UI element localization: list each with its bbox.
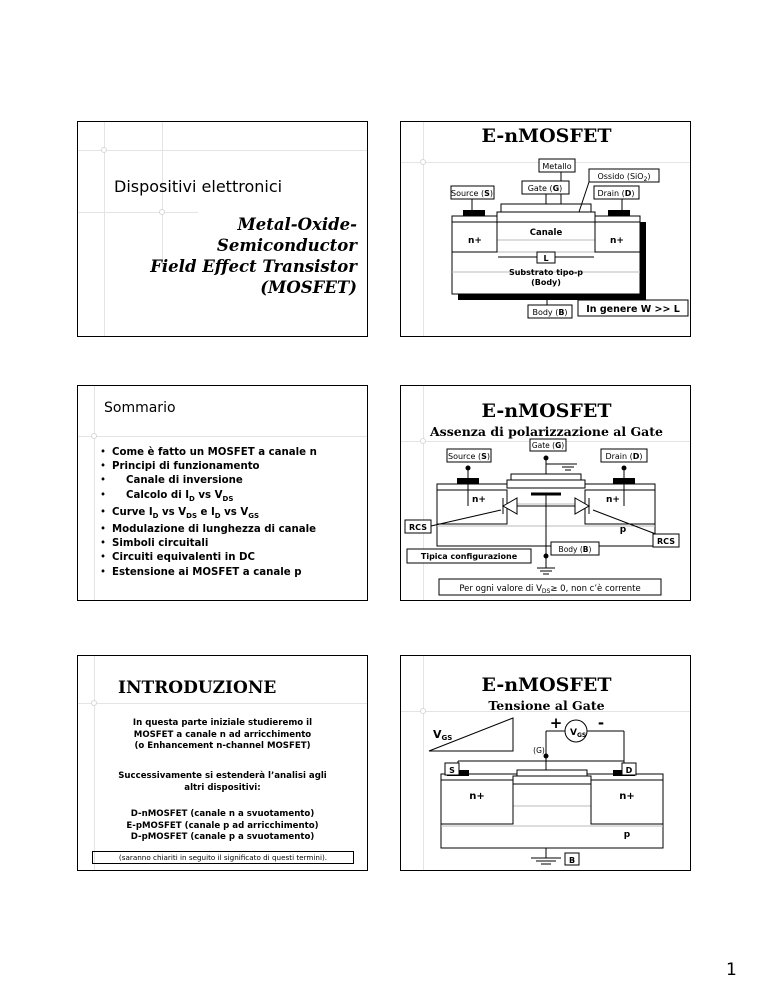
source-label: Source (S) bbox=[447, 452, 491, 461]
slide-2-structure bbox=[400, 121, 691, 337]
p-label: p bbox=[623, 830, 631, 840]
slide-subtitle: Dispositivi elettronici bbox=[114, 177, 283, 196]
w-l-note: In genere W >> L bbox=[586, 304, 680, 315]
slide-title: INTRODUZIONE bbox=[118, 678, 277, 698]
list-item: • Come è fatto un MOSFET a canale n bbox=[100, 446, 317, 460]
vgs-ramp-label: VGS bbox=[433, 728, 453, 742]
rcs-right-label: RCS bbox=[657, 537, 675, 546]
source-label: Source (S) bbox=[450, 189, 494, 198]
d-label: D bbox=[625, 766, 633, 775]
gate-metal bbox=[501, 204, 591, 212]
gate-metal bbox=[511, 474, 581, 480]
deco-dot bbox=[91, 700, 97, 706]
n-plus-left-label: n+ bbox=[472, 495, 486, 505]
slide-title: E-nMOSFET bbox=[481, 125, 612, 147]
source-contact bbox=[463, 210, 485, 216]
s-label: S bbox=[449, 766, 455, 775]
slide-6-gate-voltage bbox=[400, 655, 691, 871]
substrato-label: Substrato tipo-p bbox=[508, 268, 584, 277]
slide-subtitle: Tensione al Gate bbox=[488, 698, 605, 713]
body-label: Body (B) bbox=[532, 308, 568, 317]
gate-metal bbox=[517, 770, 587, 776]
bullet: • bbox=[100, 552, 107, 564]
metallo-label: Metallo bbox=[542, 162, 572, 171]
title-line: (MOSFET) bbox=[260, 278, 357, 297]
source-contact bbox=[457, 478, 479, 484]
bullet: • bbox=[100, 538, 107, 550]
canale-label: Canale bbox=[529, 228, 563, 238]
slide-subtitle: Assenza di polarizzazione al Gate bbox=[429, 424, 664, 439]
b-label: B bbox=[568, 856, 576, 865]
intro-paragraph-2: Successivamente si estenderà l’analisi agli altri dispositivi: bbox=[118, 771, 327, 793]
n-plus-region-left bbox=[441, 780, 513, 824]
list-item: • Simboli circuitali bbox=[100, 537, 317, 551]
gate-voltage-diagram bbox=[401, 656, 691, 871]
intro-note: (saranno chiariti in seguito il significato di questi termini). bbox=[92, 851, 354, 864]
n-plus-right-label: n+ bbox=[606, 495, 620, 505]
drain-label: Drain (D) bbox=[605, 452, 643, 461]
intro-paragraph-3: D-nMOSFET (canale n a svuotamento) E-pMOSFET (canale p ad arricchimento) D-pMOSFET (canale p a svuotamento) bbox=[126, 809, 319, 842]
page-number: 1 bbox=[726, 960, 737, 980]
vgs-source-label: $V_{GS}$ bbox=[570, 728, 587, 739]
body-paren-label: (Body) bbox=[531, 278, 561, 287]
slide-main-title bbox=[97, 214, 357, 298]
deco-line bbox=[78, 212, 198, 213]
bullet: • bbox=[100, 566, 107, 578]
oxide-layer bbox=[497, 212, 595, 222]
drain-contact bbox=[608, 210, 630, 216]
slide-5-intro bbox=[77, 655, 368, 871]
mosfet-structure-diagram bbox=[401, 122, 691, 337]
n-plus-region-right bbox=[585, 490, 655, 524]
summary-list bbox=[100, 446, 317, 580]
bullet: • bbox=[100, 475, 107, 487]
n-plus-right-label: n+ bbox=[610, 236, 624, 246]
gate-label: Gate (G) bbox=[527, 184, 563, 193]
bullet: • bbox=[100, 489, 107, 501]
ossido-label: Ossido (SiO$_2$) bbox=[597, 172, 651, 183]
gate-label: Gate (G) bbox=[531, 441, 565, 450]
slide-1-title bbox=[77, 121, 368, 337]
no-bias-diagram bbox=[401, 386, 691, 601]
bullet: • bbox=[100, 461, 107, 473]
g-label: (G) bbox=[533, 746, 545, 755]
bullet: • bbox=[100, 447, 107, 458]
list-item: • Circuiti equivalenti in DC bbox=[100, 551, 317, 565]
p-label: p bbox=[619, 525, 627, 535]
bullet: • bbox=[100, 506, 107, 518]
slide-title: E-nMOSFET bbox=[481, 400, 612, 422]
list-item: • Modulazione di lunghezza di canale bbox=[100, 523, 317, 537]
deco-line bbox=[78, 703, 368, 704]
list-item: • Principi di funzionamento bbox=[100, 460, 317, 474]
body-label: Body (B) bbox=[558, 545, 592, 554]
slide-3-summary bbox=[77, 385, 368, 601]
title-line: Field Effect Transistor bbox=[150, 257, 357, 276]
drain-contact bbox=[613, 478, 635, 484]
title-line: Semiconductor bbox=[216, 236, 357, 255]
slide-title: E-nMOSFET bbox=[481, 674, 612, 696]
n-plus-left-label: n+ bbox=[468, 236, 482, 246]
n-plus-region-right bbox=[591, 780, 663, 824]
n-plus-right-label: n+ bbox=[619, 791, 635, 802]
deco-line bbox=[78, 150, 368, 151]
n-plus-left-label: n+ bbox=[469, 791, 485, 802]
minus-sign: - bbox=[597, 714, 605, 732]
title-line: Metal-Oxide- bbox=[237, 215, 357, 234]
list-item: • Curve $I_D$ vs $V_{DS}$ e $I_D$ vs $V_{GS}$ bbox=[100, 506, 317, 523]
slide-title: Sommario bbox=[104, 400, 176, 416]
deco-dot bbox=[91, 433, 97, 439]
oxide-layer bbox=[507, 480, 585, 488]
list-item: • Canale di inversione bbox=[100, 474, 317, 488]
list-item: • Calcolo di $I_D$ vs $V_{DS}$ bbox=[100, 489, 317, 506]
intro-paragraph-1: In questa parte iniziale studieremo il MOSFET a canale n ad arricchimento (o Enhancement n-channel MOSFET) bbox=[132, 718, 313, 751]
list-item: • Estensione ai MOSFET a canale p bbox=[100, 566, 317, 580]
current-note: Per ogni valore di $V_{DS}\ge 0$, non c’è corrente bbox=[459, 584, 641, 595]
drain-label: Drain (D) bbox=[597, 189, 635, 198]
oxide-layer bbox=[513, 776, 591, 784]
bullet: • bbox=[100, 524, 107, 536]
plus-sign: + bbox=[549, 714, 563, 732]
rcs-left-label: RCS bbox=[409, 523, 427, 532]
slide-4-no-bias bbox=[400, 385, 691, 601]
deco-dot bbox=[101, 147, 107, 153]
deco-line bbox=[78, 436, 368, 437]
length-label: L bbox=[543, 254, 549, 263]
deco-line bbox=[94, 386, 95, 601]
tipica-label: Tipica configurazione bbox=[420, 552, 518, 561]
